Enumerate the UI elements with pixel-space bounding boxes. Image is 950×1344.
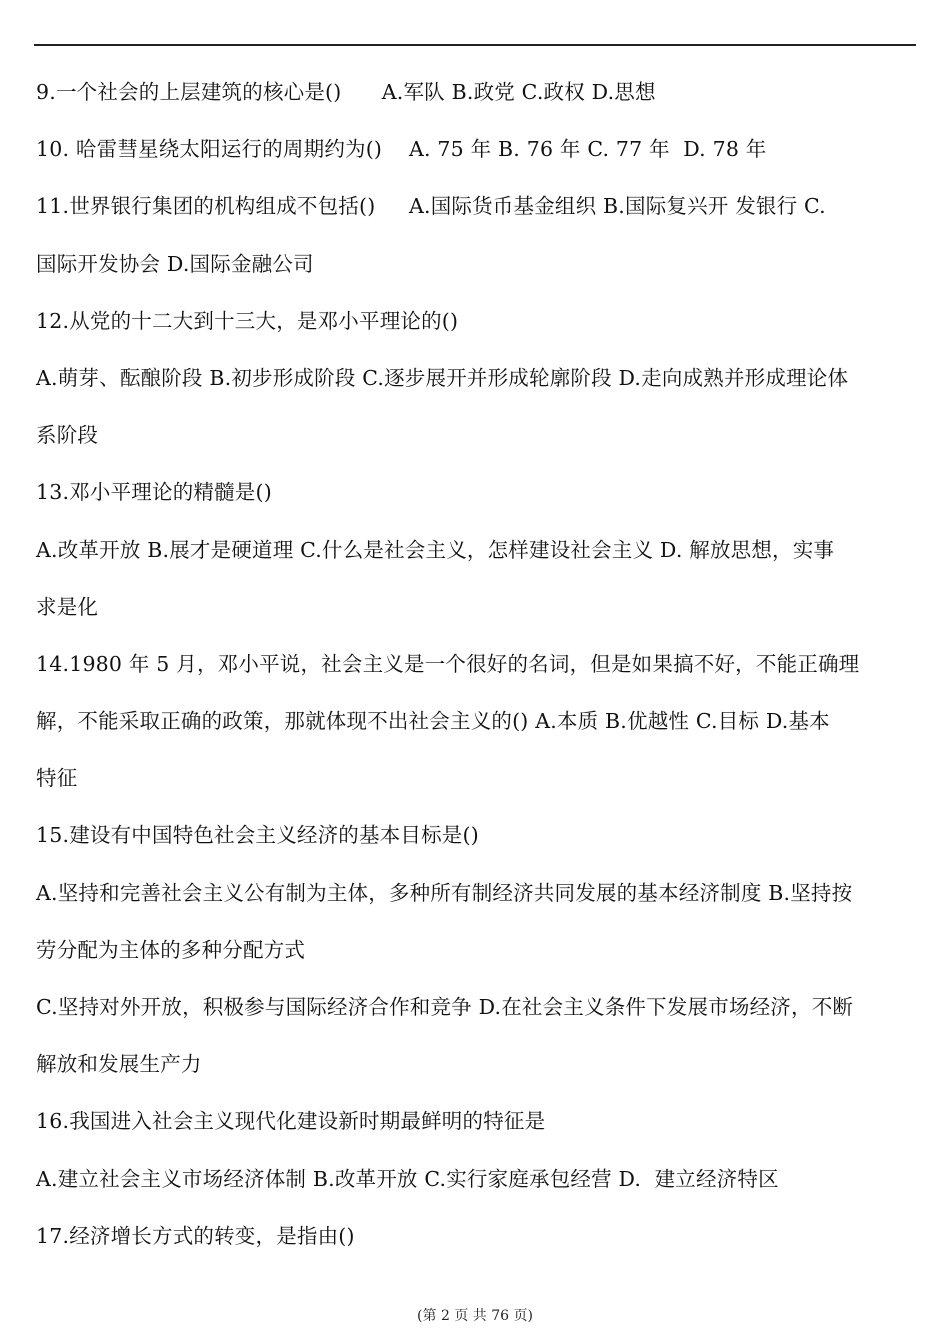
text-line: 解放和发展生产力: [36, 1052, 202, 1077]
text-line: A.建立社会主义市场经济体制 B.改革开放 C.实行家庭承包经营 D. 建立经济特区: [36, 1166, 779, 1191]
text-line: 11.世界银行集团的机构组成不包括() A.国际货币基金组织 B.国际复兴开 发银行 C.: [36, 194, 826, 219]
page-footer: (第 2 页 共 76 页): [417, 1308, 533, 1324]
text-line: 求是化: [36, 594, 99, 619]
text-line: 14.1980 年 5 月，邓小平说，社会主义是一个很好的名词，但是如果搞不好，不能正确理: [36, 651, 860, 676]
text-line: 特征: [36, 766, 78, 791]
text-line: 12.从党的十二大到十三大，是邓小平理论的(): [36, 308, 459, 333]
text-line: 15.建设有中国特色社会主义经济的基本目标是(): [36, 823, 479, 848]
text-line: C.坚持对外开放，积极参与国际经济合作和竞争 D.在社会主义条件下发展市场经济，不断: [36, 995, 854, 1019]
text-line: 10. 哈雷彗星绕太阳运行的周期约为() A. 75 年 B. 76 年 C. 77 年 D. 78 年: [36, 137, 767, 162]
text-line: 解，不能采取正确的政策，那就体现不出社会主义的() A.本质 B.优越性 C.目标 D.基本: [36, 709, 830, 734]
document-body: [36, 72, 916, 1273]
text-line: 国际开发协会 D.国际金融公司: [36, 251, 314, 276]
text-line: A.改革开放 B.展才是硬道理 C.什么是社会主义，怎样建设社会主义 D. 解放思想，实事: [36, 537, 835, 562]
text-line: A.坚持和完善社会主义公有制为主体，多种所有制经济共同发展的基本经济制度 B.坚持按: [36, 880, 853, 905]
text-line: A.萌芽、酝酿阶段 B.初步形成阶段 C.逐步展开并形成轮廓阶段 D.走向成熟并形成理论体: [36, 365, 849, 390]
text-line: 13.邓小平理论的精髓是(): [36, 480, 272, 505]
text-line: 17.经济增长方式的转变，是指由(): [36, 1223, 355, 1248]
text-line: 9.一个社会的上层建筑的核心是() A.军队 B.政党 C.政权 D.思想: [36, 80, 656, 104]
text-line: 16.我国进入社会主义现代化建设新时期最鲜明的特征是: [36, 1109, 546, 1134]
text-line: 系阶段: [36, 423, 99, 448]
top-rule: [34, 44, 916, 46]
text-line: 劳分配为主体的多种分配方式: [36, 937, 306, 962]
